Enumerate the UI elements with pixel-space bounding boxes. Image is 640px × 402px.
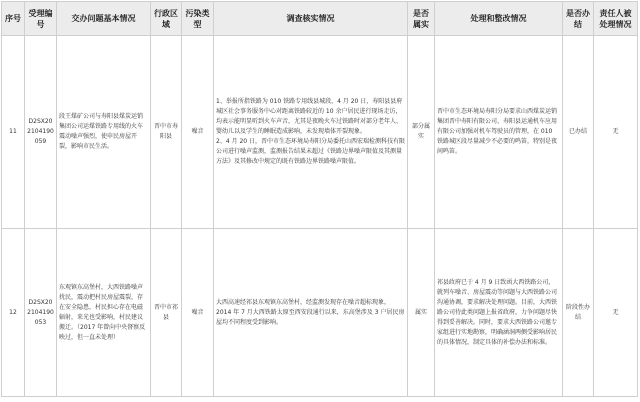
accountability-cell: 无 (594, 36, 638, 229)
accountability-cell: 无 (594, 229, 638, 397)
verified-cell: 部分属实 (408, 36, 435, 229)
region-cell: 晋中市祁县 (151, 229, 182, 397)
header-handling: 处理和整改情况 (435, 2, 563, 36)
handling-cell: 晋中市生态环境局寿阳分局要求山西煤炭运销集团晋中寿阳有限公司、寿阳县运通机车应用有限公司加强对机车驾驶员的管理，在 010 铁路城区段尽量减少不必要的鸣笛，特别是夜间鸣笛。 (435, 36, 563, 229)
type-cell: 噪音 (182, 229, 214, 397)
seq-cell: 12 (2, 229, 25, 397)
type-cell: 噪音 (182, 36, 214, 229)
complaint-table (1, 1, 638, 397)
header-region: 行政区域 (151, 2, 182, 36)
header-seq: 序号 (2, 2, 25, 36)
header-row (2, 2, 638, 36)
issue-cell: 段王煤矿公司与寿阳县煤炭运销集团公司运煤铁路专用线的火车震动噪声强烈，使申民房屋开裂，影响市民生活。 (57, 36, 151, 229)
investigation-cell (214, 36, 408, 229)
table-row (2, 229, 638, 397)
header-type: 污染类型 (182, 2, 214, 36)
number-cell: D2SX202104190059 (25, 36, 57, 229)
header-accountability: 责任人被处理情况 (594, 2, 638, 36)
header-closed: 是否办结 (563, 2, 594, 36)
header-verified: 是否属实 (408, 2, 435, 36)
region-cell: 晋中市寿阳县 (151, 36, 182, 229)
investigation-cell (214, 229, 408, 397)
header-issue: 交办问题基本情况 (57, 2, 151, 36)
investigation-text: 大西高速经祁县东观镇东高堡村，经监测发现存在噪音超标现象，2014 年 7 月大西铁路太原至西安段通行以来，东高堡涉及 3 户居民房屋均不同程度受到影响。 (216, 298, 405, 326)
table-row (2, 36, 638, 229)
header-number: 受理编号 (25, 2, 57, 36)
handling-cell: 祁县政府已于 4 月 9 日致函大西铁路公司，就列车噪音、房屋震动等问题与大西铁路公司沟通协调，要求解决处理问题。目前，大西铁路公司待此类问题上报省政府，力争问题尽快得到妥善解决。同时，要求大西铁路公司邀专家组进行实地勘察，明确涵洞两侧受影响居民的具体情况，制定具体的补偿办法和标准。 (435, 229, 563, 397)
seq-cell: 11 (2, 36, 25, 229)
closed-cell: 阶段性办结 (563, 229, 594, 397)
closed-cell: 已办结 (563, 36, 594, 229)
investigation-text: 1、举报所指铁路为 010 铁路专用线县城段，4 月 20 日，寿阳县县府城区社会事务服务中心对距离铁路较近的 10 余户居民进行现场走访，均表示能明显听到火车声音，尤其是夜晚火车过铁路时对部分老年人、婴幼儿以及学生的睡眠造成影响，未发现墙体开裂现象。 2、4 月 20 日，晋中市生态环境局寿阳分局委托山西宏瑞检测科技有限公司进行噪声监测，监测报告结果未超过《铁路边界噪声限值及其测量方法》及其修改中规定的既有铁路边界铁路噪声限值。 (216, 98, 405, 165)
number-cell: D2SX202104190053 (25, 229, 57, 397)
issue-cell: 东观镇东高堡村，大西铁路噪声扰民，震动把村民房屋震裂，存在安全隐患，村民担心存在电磁辐射，来光也受影响，村民建议搬迁。（2017 年曾向中央督察反映过，但一直未处理） (57, 229, 151, 397)
header-investigation: 调查核实情况 (214, 2, 408, 36)
verified-cell: 属实 (408, 229, 435, 397)
